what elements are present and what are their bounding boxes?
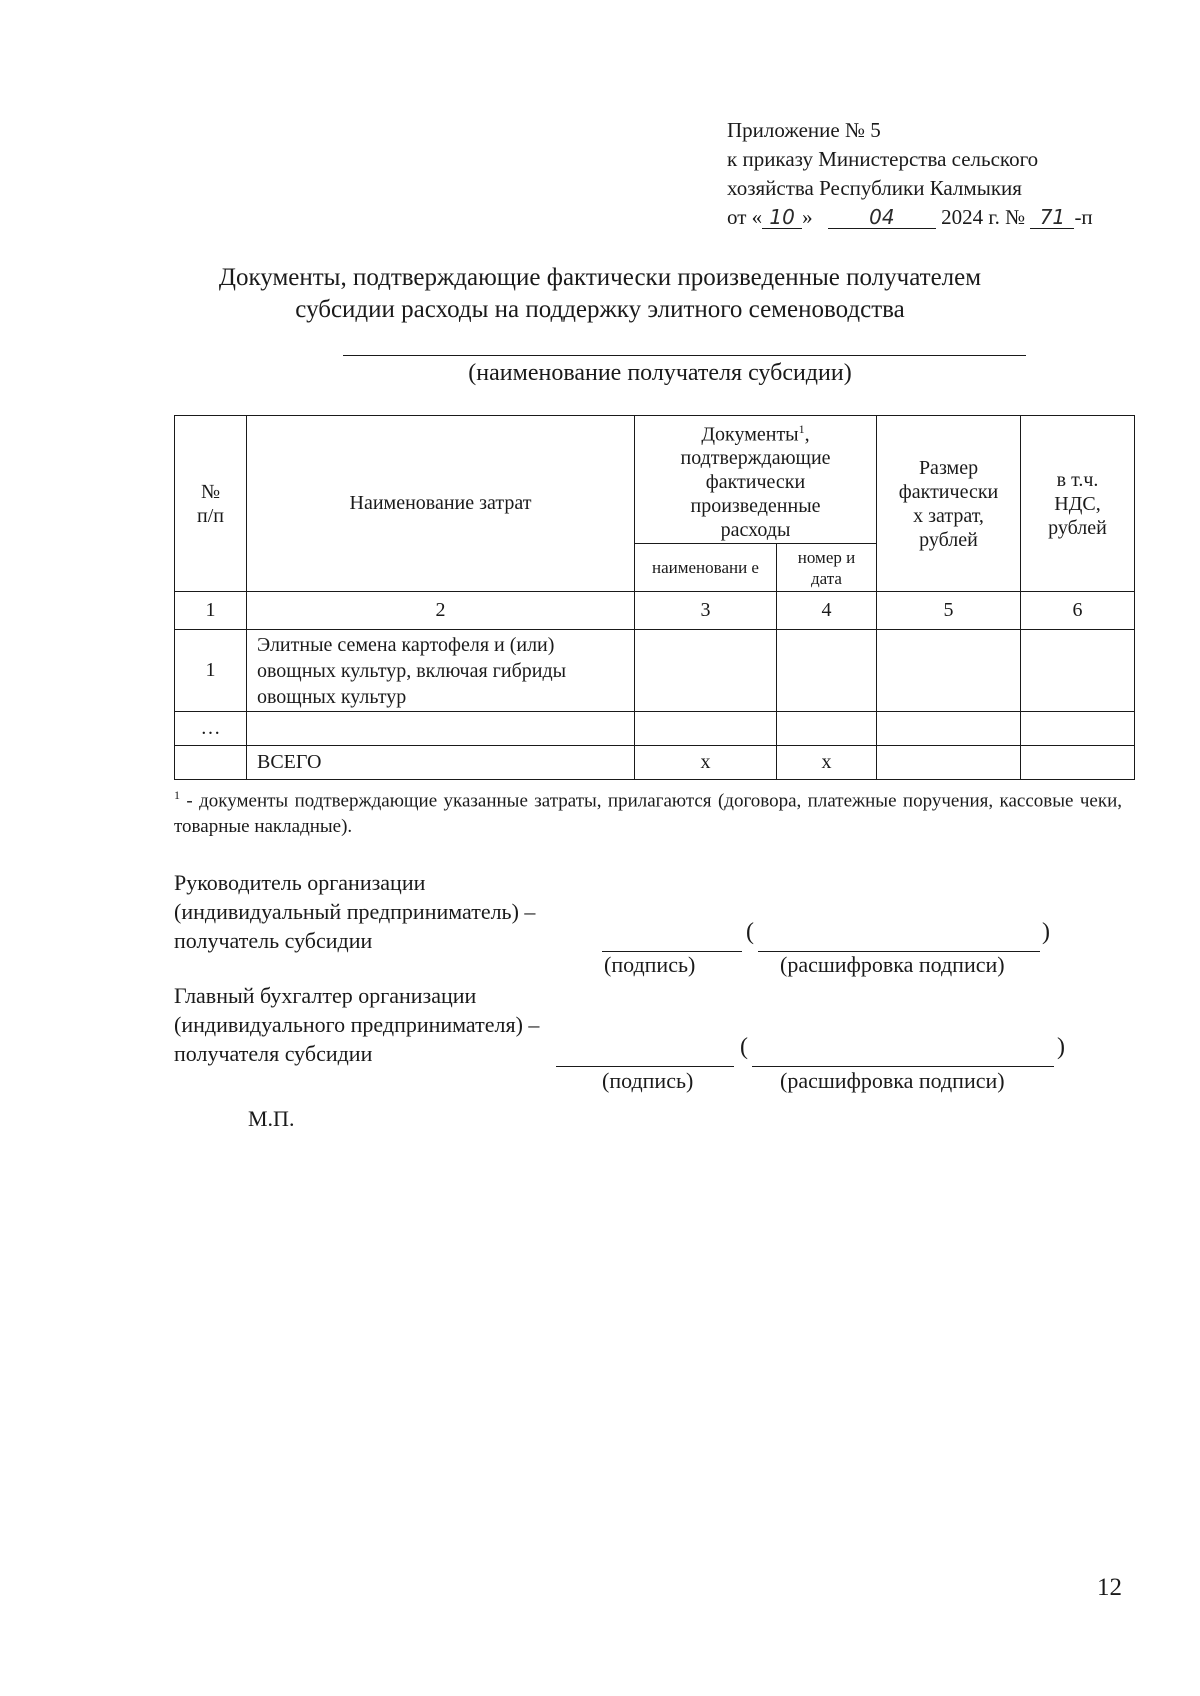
head-signatory-label — [174, 868, 535, 955]
handwritten-month: 04 — [828, 206, 936, 229]
document-title — [100, 262, 1100, 326]
total-label: ВСЕГО — [247, 746, 635, 780]
table-row — [175, 630, 1135, 712]
date-prefix: от « — [727, 205, 763, 229]
accountant-line-1: Главный бухгалтер организации — [174, 983, 477, 1008]
head-line-3: получатель субсидии — [174, 928, 373, 953]
appendix-line-2: к приказу Министерства сельского — [727, 147, 1039, 171]
row-cost-name — [247, 712, 635, 746]
column-number-row — [175, 592, 1135, 630]
row-cost-name: Элитные семена картофеля и (или) овощных культур, включая гибриды овощных культур — [247, 630, 635, 712]
column-number: 3 — [635, 592, 777, 630]
header-num: № п/п — [175, 416, 247, 592]
cost-table — [174, 415, 1135, 780]
page-number: 12 — [1097, 1574, 1122, 1601]
row-vat — [1021, 630, 1135, 712]
header-vat: в т.ч. НДС, рублей — [1021, 416, 1135, 592]
column-number: 1 — [175, 592, 247, 630]
title-line-1: Документы, подтверждающие фактически произведенные получателем — [218, 264, 982, 291]
order-suffix: -п — [1074, 205, 1093, 229]
accountant-signature-line — [556, 1066, 734, 1067]
recipient-name-line — [343, 355, 1026, 356]
handwritten-order-number: 71 — [1030, 206, 1074, 229]
column-number: 2 — [247, 592, 635, 630]
row-actual-costs — [877, 712, 1021, 746]
title-line-2: субсидии расходы на поддержку элитного семеноводства — [295, 296, 905, 323]
head-line-2: (индивидуальный предприниматель) – — [174, 899, 536, 924]
recipient-caption: (наименование получателя субсидии) — [468, 360, 852, 386]
row-vat — [1021, 746, 1135, 780]
accountant-open-paren: ( — [740, 1034, 748, 1060]
row-doc-number-date: х — [777, 746, 877, 780]
column-number: 4 — [777, 592, 877, 630]
head-open-paren: ( — [746, 919, 754, 945]
accountant-decode-caption: (расшифровка подписи) — [780, 1068, 1005, 1093]
row-doc-number-date — [777, 630, 877, 712]
header-doc-name: наименовани е — [635, 544, 777, 592]
accountant-signatory-label — [174, 981, 539, 1068]
header-actual-costs: Размер фактически х затрат, рублей — [877, 416, 1021, 592]
table-header-row — [175, 416, 1135, 544]
head-decode-caption: (расшифровка подписи) — [780, 952, 1005, 977]
stamp-label: М.П. — [248, 1106, 295, 1131]
date-day-close: » — [802, 205, 813, 229]
column-number: 6 — [1021, 592, 1135, 630]
appendix-header — [727, 116, 1093, 232]
header-doc-number-date: номер и дата — [777, 544, 877, 592]
header-documents: Документы$^1$, подтверждающие фактически произведенные расходы — [635, 416, 877, 544]
row-doc-number-date — [777, 712, 877, 746]
date-year-text: 2024 г. № — [941, 205, 1026, 229]
row-doc-name — [635, 630, 777, 712]
handwritten-day: 10 — [762, 206, 802, 229]
head-close-paren: ) — [1042, 919, 1050, 945]
row-num — [175, 746, 247, 780]
accountant-close-paren: ) — [1057, 1034, 1065, 1060]
head-sign-caption: (подпись) — [604, 952, 696, 977]
footnote-mark: 1 — [174, 788, 180, 802]
accountant-sign-caption: (подпись) — [602, 1068, 694, 1093]
row-doc-name — [635, 712, 777, 746]
head-line-1: Руководитель организации — [174, 870, 426, 895]
footnote — [174, 782, 1122, 840]
column-number: 5 — [877, 592, 1021, 630]
row-num: 1 — [175, 630, 247, 712]
row-actual-costs — [877, 630, 1021, 712]
footnote-text: - документы подтверждающие указанные затраты, прилагаются (договора, платежные поручения, кассовые чеки, товарные накладные). — [174, 790, 1122, 838]
appendix-date-line — [727, 203, 1093, 232]
table-row — [175, 712, 1135, 746]
accountant-decode-line — [752, 1066, 1054, 1067]
table-total-row — [175, 746, 1135, 780]
row-actual-costs — [877, 746, 1021, 780]
appendix-line-3: хозяйства Республики Калмыкия — [727, 176, 1022, 200]
header-cost-name: Наименование затрат — [247, 416, 635, 592]
row-num: … — [175, 712, 247, 746]
appendix-line-1: Приложение № 5 — [727, 118, 881, 142]
row-doc-name: х — [635, 746, 777, 780]
accountant-line-2: (индивидуального предпринимателя) – — [174, 1012, 540, 1037]
row-vat — [1021, 712, 1135, 746]
accountant-line-3: получателя субсидии — [174, 1041, 373, 1066]
